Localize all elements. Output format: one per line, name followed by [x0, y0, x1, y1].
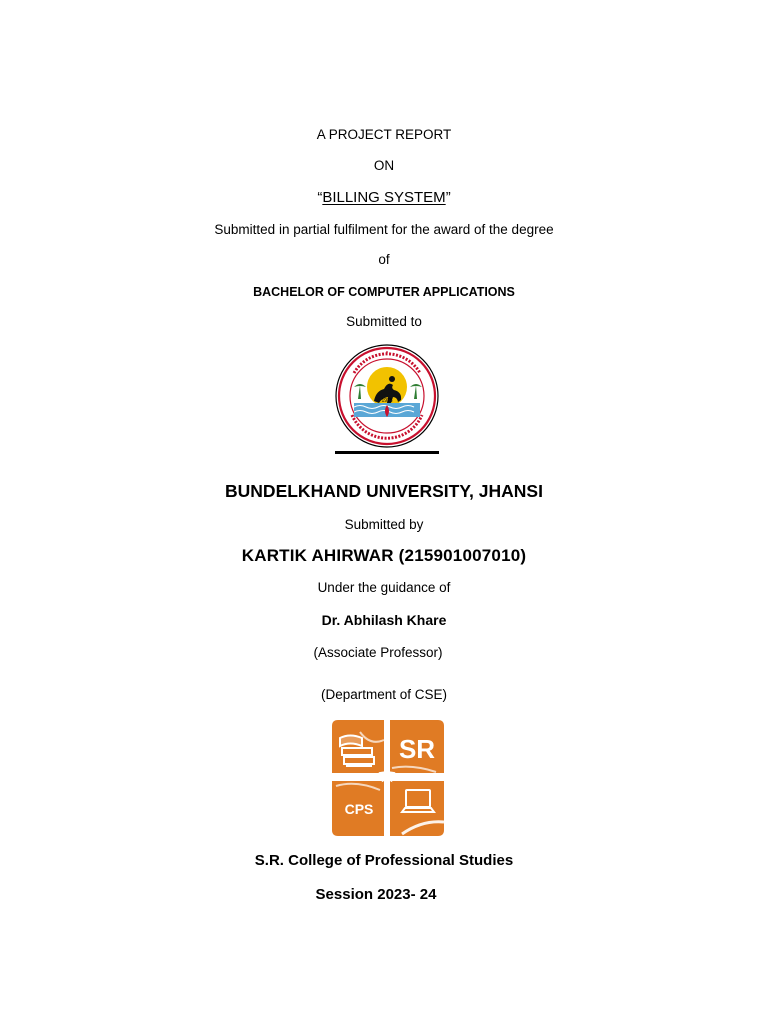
session: Session 2023- 24	[315, 886, 437, 903]
college-name: S.R. College of Professional Studies	[254, 852, 514, 869]
submitted-by: Submitted by	[344, 517, 424, 532]
open-quote: “	[317, 189, 323, 206]
college-logo	[332, 720, 444, 836]
project-title: BILLING SYSTEM	[322, 189, 446, 206]
seal-underline	[335, 451, 439, 454]
report-heading: A PROJECT REPORT	[316, 127, 452, 142]
student-name: KARTIK AHIRWAR (215901007010)	[241, 546, 527, 565]
logo-sr-text: SR	[398, 734, 436, 764]
guidance-text: Under the guidance of	[317, 580, 451, 595]
submitted-for-degree: Submitted in partial fulfilment for the award of the degree	[214, 222, 554, 237]
close-quote: ”	[445, 189, 451, 206]
university-seal	[334, 343, 440, 449]
of-text: of	[378, 252, 390, 267]
report-on: ON	[373, 158, 395, 173]
guide-designation: (Associate Professor)	[313, 645, 443, 660]
degree-name: BACHELOR OF COMPUTER APPLICATIONS	[253, 285, 515, 299]
guide-name: Dr. Abhilash Khare	[321, 612, 447, 628]
logo-cps-text: CPS	[344, 801, 374, 817]
university-name: BUNDELKHAND UNIVERSITY, JHANSI	[225, 481, 543, 501]
seal-year: 1975	[381, 398, 393, 404]
project-title-line	[0, 189, 768, 206]
submitted-to: Submitted to	[346, 314, 422, 329]
department: (Department of CSE)	[320, 687, 448, 702]
